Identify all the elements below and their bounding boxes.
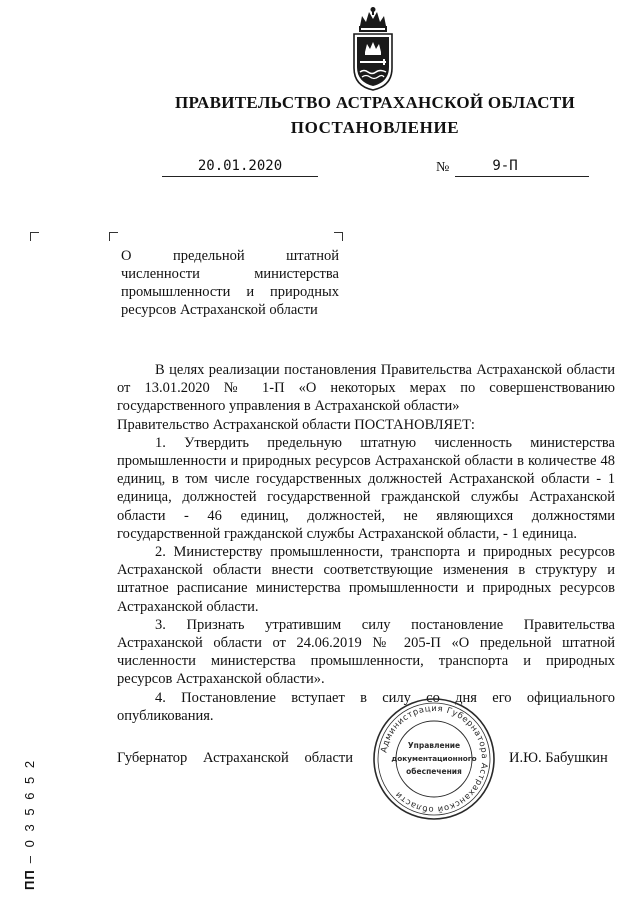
subject-corner-left [109,232,118,241]
organization-name: ПРАВИТЕЛЬСТВО АСТРАХАНСКОЙ ОБЛАСТИ [175,93,575,112]
item-paragraph-4: 4. Постановление вступает в силу со дня его официального опубликования. [117,689,615,724]
preamble-paragraph: В целях реализации постановления Правительства Астраханской области от 13.01.2020 № 1-П «О некоторых мерах по совершенствованию государственного управления в Астраханской области» [117,362,615,415]
document-date: 20.01.2020 [197,158,283,174]
signatory-name: И.Ю. Бабушкин [509,750,608,766]
number-sign: № [436,160,450,175]
document-serial-code [22,758,37,890]
subject-corner-right [334,232,343,241]
document-type: ПОСТАНОВЛЕНИЕ [290,118,460,137]
document-number: 9-П [492,158,518,174]
official-stamp [372,697,496,821]
svg-text:Управление: Управление [407,741,461,750]
item-paragraph-1: 1. Утвердить предельную штатную численность министерства промышленности и природных ресурсов Астраханской области в количестве 48 единиц, в том числе государственных должностей Астраханской области - 1 единица, должностей государственной гражданской службы Астраханской области - 46 единиц, должностей, не являющихся должностями государственной гражданской службы Астраханской области, - 1 единица. [117,434,615,542]
svg-text:обеспечения: обеспечения [406,767,462,776]
item-paragraph-3: 3. Признать утратившим силу постановление Правительства Астраханской области от 24.06.2019 № 205-П «О предельной штатной численности министерства промышленности, транспорта и природных ресурсов Астраханской области». [117,616,615,688]
svg-text:Администрация Губернатора Астр: Администрация Губернатора Астраханской области [378,702,491,816]
document-subject: О предельной штатной численности министерства промышленности и природных ресурсов Астраханской области [121,248,339,318]
date-underline [162,176,318,177]
serial-prefix: ПП [22,869,37,890]
decree-paragraph: Правительство Астраханской области ПОСТАНОВЛЯЕТ: [117,416,475,433]
item-paragraph-2: 2. Министерству промышленности, транспорта и природных ресурсов Астраханской области внести соответствующие изменения в структуру и штатное расписание министерства промышленности и природных ресурсов Астраханской области. [117,544,615,615]
corner-mark-left [30,232,39,241]
signatory-position: Губернатор Астраханской области [117,750,353,766]
document-body [117,361,615,725]
serial-digits: 0 3 5 6 5 2 [22,758,37,848]
coat-of-arms-icon [350,6,396,92]
serial-separator: – [22,853,37,864]
number-underline [455,176,589,177]
svg-text:документационного: документационного [391,754,477,763]
